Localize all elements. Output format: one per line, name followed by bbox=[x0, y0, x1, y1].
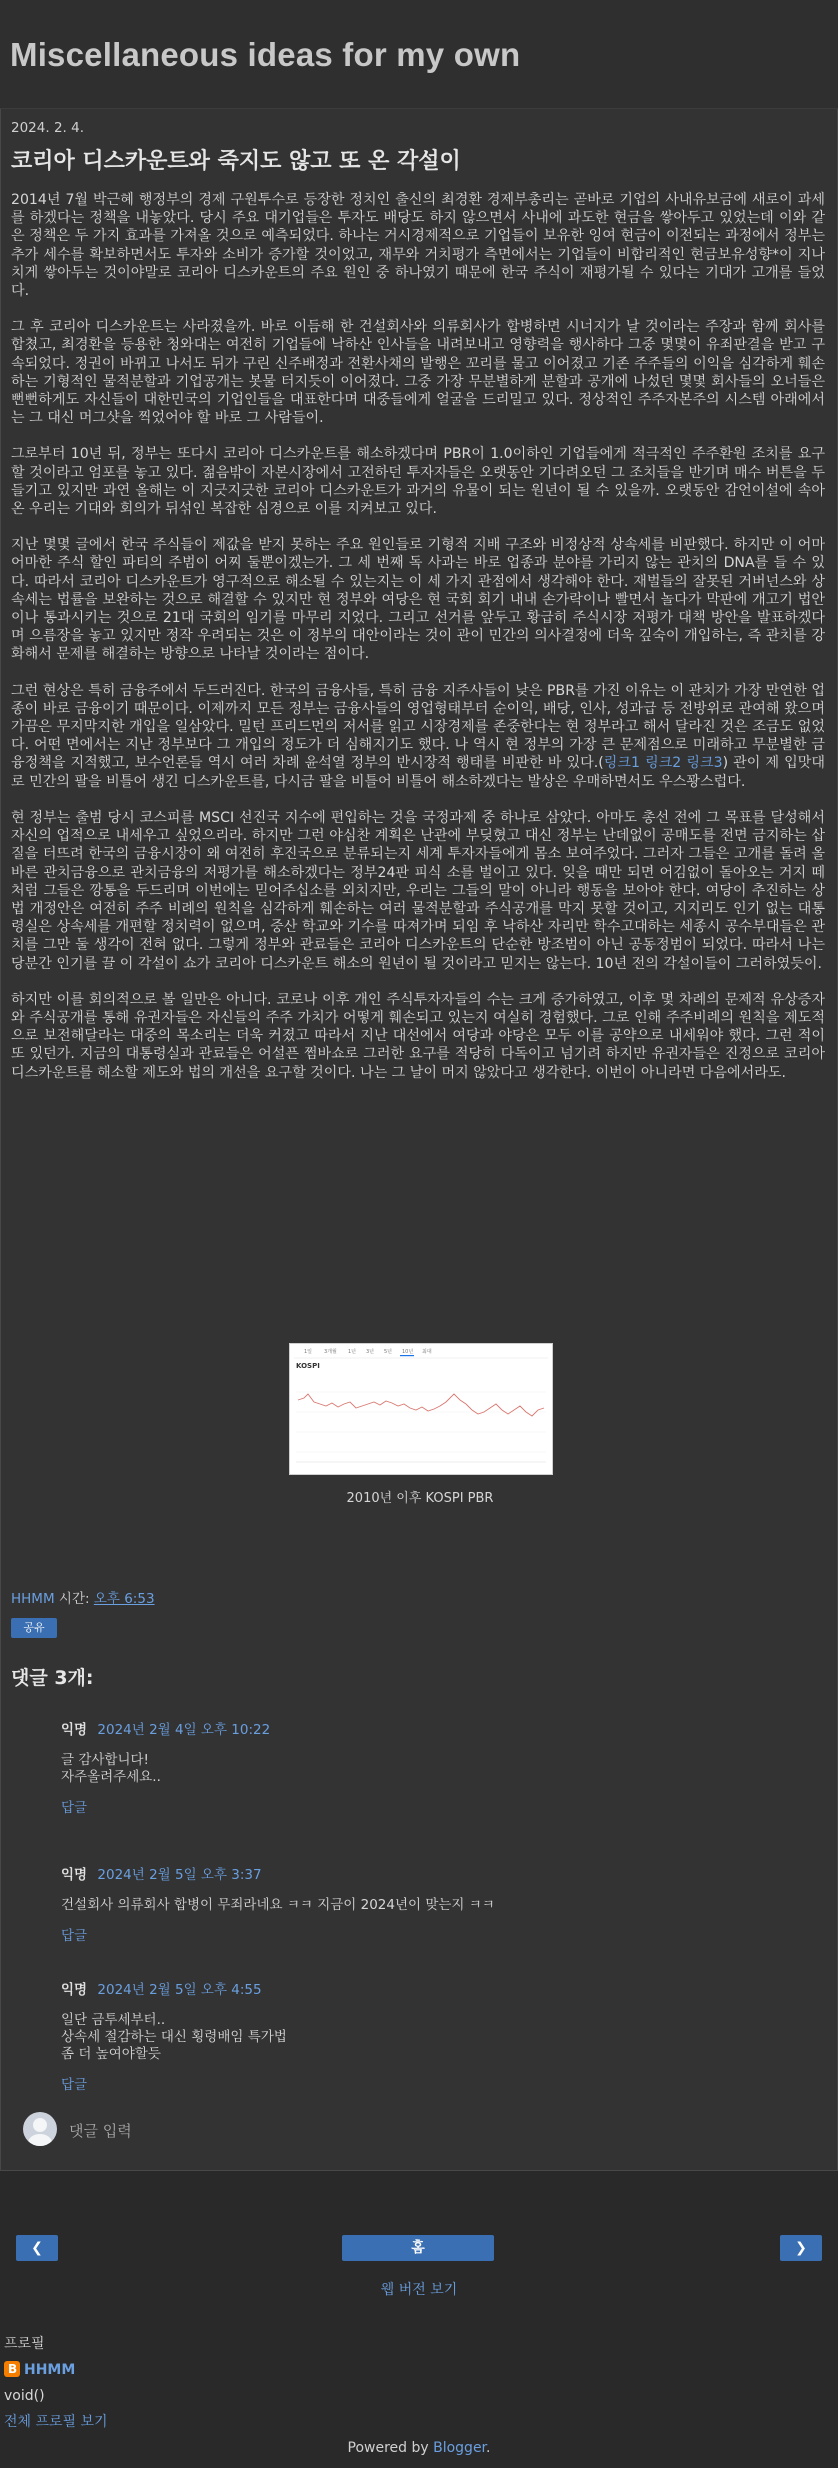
profile-name-row bbox=[4, 2357, 108, 2383]
post-time-link[interactable]: 오후 6:53 bbox=[93, 1591, 155, 1607]
blogger-icon bbox=[4, 2361, 20, 2377]
figure-tab: 3개월 bbox=[324, 1349, 337, 1355]
figure-tab: 최대 bbox=[422, 1349, 432, 1355]
figure-tab: 5년 bbox=[384, 1349, 393, 1355]
reply-link[interactable]: 답글 bbox=[61, 1800, 88, 1816]
comment-time[interactable]: 2024년 2월 4일 오후 10:22 bbox=[97, 1722, 271, 1738]
reply-link[interactable]: 답글 bbox=[61, 2077, 88, 2093]
link-1[interactable]: 링크1 bbox=[603, 755, 640, 772]
post-meta bbox=[11, 1587, 155, 1607]
comment-placeholder: 댓글 입력 bbox=[69, 2122, 132, 2140]
profile-bio: void() bbox=[4, 2388, 45, 2404]
powered-suffix: . bbox=[486, 2440, 491, 2456]
kospi-chart-thumbnail bbox=[290, 1344, 552, 1474]
post-paragraph: 지난 몇몇 글에서 한국 주식들이 제값을 받지 못하는 주요 원인들로 기형적 지배 구조와 비정상적 상속세를 비판했다. 하지만 이 어마어마한 주식 할인 파티의 주범이 어찌 둘뿐이겠는가. 그 세 번째 독 사과는 바로 업종과 분야를 가리지 않는 관치의 DNA를 들 수 있다. 따라서 코리아 디스카운트가 영구적으로 해소될 수 있는지는 이 세 가지 관점에서 생각해야 한다. 재벌들의 잘못된 거버넌스와 상속세는 법률을 보완하는 것으로 해결할 수 있지만 현 정부와 여당은 현 국회 회기 내내 손가락이나 빨면서 놀다가 막판에 개고기 법안이나 통과시키는 것으로 21대 국회의 임기를 마무리 지었다. 그리고 선거를 앞두고 황급히 주식시장 저평가 대책 방안을 발표하겠다며 으름장을 놓고 있지만 정작 우려되는 것은 이 정부의 대안이라는 것이 관이 민간의 의사결정에 더욱 깊숙이 개입하는, 즉 관치를 강화해서 문제를 해결하는 방향으로 나타날 것이라는 점이다. bbox=[11, 537, 825, 663]
post-paragraph: 현 정부는 출범 당시 코스피를 MSCI 선진국 지수에 편입하는 것을 국정과제 중 하나로 삼았다. 아마도 총선 전에 그 목표를 달성해서 자신의 업적으로 내세우고 싶었으리라. 하지만 그런 야심찬 계획은 난관에 부딪혔고 대신 정부는 난데없이 공매도를 전면 금지하는 삽질을 터뜨려 한국의 금융시장이 왜 여전히 후진국으로 분류되는지 세계 투자자들에게 몸소 보여주었다. 그러자 그들은 고개를 돌려 올바른 관치금융으로 관치금융의 저평가를 해소하겠다는 정부24판 피식 소를 벌이고 있다. 잊을 때만 되면 어김없이 돌아오는 거지 떼처럼 그들은 깡통을 두드리며 이번에는 믿어주십소를 외치지만, 우리는 그들의 말이 아니라 행동을 보아야 한다. 여당이 추진하는 상법 개정안은 여전히 주주 비례의 원칙을 심각하게 훼손하는 여러 물적분할과 주식공개를 막지 못할 것이고, 지지리도 인기 없는 대통령실은 상속세를 개편할 정치력이 없으며, 중산 학교와 기수를 따져가며 되임 후 낙하산 자리만 학수고대하는 세종시 공수부대들은 관치를 그만 둘 생각이 전혀 없다. 그렇게 정부와 관료들은 코리아 디스카운트의 단순한 방조범이 아닌 공동정범이 되었다. 따라서 나는 당분간 인기를 끌 이 각설이 쇼가 코리아 디스카운트 해소의 원년이 될 것이라고 믿지는 않는다. 10년 전의 각설이들이 그러하였듯이. bbox=[11, 809, 825, 972]
link-3[interactable]: 링크3 bbox=[686, 755, 723, 772]
profile-section bbox=[4, 2331, 108, 2435]
post-paragraph: 2014년 7월 박근혜 행정부의 경제 구원투수로 등장한 정치인 출신의 최경환 경제부총리는 곧바로 기업의 사내유보금에 새로이 과세를 하겠다는 정책을 내놓았다. 당시 주요 대기업들은 투자도 배당도 하지 않으면서 사내에 과도한 현금을 쌓아두고 있었는데 이와 같은 정책은 두 가지 효과를 가져올 것으로 예측되었다. 하나는 거시경제적으로 기업들이 보유한 잉여 현금이 이전되는 과정에서 정부는 추가 세수를 확보하면서도 투자와 소비가 증가할 것이었고, 재무와 거치평가 측면에서는 기업들이 비합리적인 현금보유성향*이 지나치게 쌓아두는 것이야말로 코리아 디스카운트의 주요 원인 중 하나였기 때문에 한국 주식이 재평가될 수 있다는 기대가 고개를 들었다. bbox=[11, 192, 825, 300]
view-full-profile-link[interactable]: 전체 프로필 보기 bbox=[4, 2414, 108, 2430]
post-container bbox=[0, 109, 838, 2171]
powered-by bbox=[0, 2440, 838, 2456]
powered-prefix: Powered by bbox=[347, 2440, 429, 2456]
post-date: 2024. 2. 4. bbox=[11, 120, 84, 136]
figure-label: KOSPI bbox=[296, 1362, 320, 1370]
link-2[interactable]: 링크2 bbox=[645, 755, 682, 772]
paragraph-text: ) 관이 제 입맛대로 민간의 팔을 비틀어 생긴 디스카운트를, 다시금 팔을 비틀어 비틀어 해소하겠다는 발상은 우매하면서도 우스꽝스럽다. bbox=[11, 755, 826, 790]
post-paragraph: 그 후 코리아 디스카운트는 사라졌을까. 바로 이듬해 한 건설회사와 의류회사가 합병하면 시너지가 날 것이라는 주장과 함께 회사를 합쳤고, 최경환을 등용한 청와대는 여전히 기업들에 낙하산 인사들을 내려보내고 영향력을 행사하다 그중 몇몇이 유죄판결을 받고 구속되었다. 정권이 바뀌고 나서도 뒤가 구린 신주배정과 전환사채의 발행은 꼬리를 물고 이어졌고 기존 주주들의 이익을 심각하게 훼손하는 기형적인 물적분할과 기업공개는 봇물 터지듯이 이어졌다. 그중 가장 무분별하게 분할과 공개에 나섰던 몇몇 회사들의 오너들은 뻔뻔하게도 자신들이 대한민국의 기업인들을 대표한다며 대중들에게 얼굴을 드리밀고 있다. 정상적인 주주자본주의 시스템 아래에서는 그 대신 머그샷을 찍었어야 할 바로 그 사람들이. bbox=[11, 319, 825, 427]
figure-tab: 1년 bbox=[348, 1349, 357, 1355]
avatar-icon bbox=[23, 2112, 57, 2146]
comment-text: 글 감사합니다! 자주올려주세요.. bbox=[61, 1752, 161, 1785]
profile-name[interactable]: HHMM bbox=[24, 2362, 76, 2378]
figure-caption: 2010년 이후 KOSPI PBR bbox=[346, 1491, 494, 1506]
prev-post-button[interactable]: ❮ bbox=[16, 2235, 58, 2261]
comments-heading: 댓글 3개: bbox=[11, 1667, 94, 1689]
post-paragraph: 하지만 이를 회의적으로 볼 일만은 아니다. 코로나 이후 개인 주식투자자들의 수는 크게 증가하였고, 이후 몇 차례의 문제적 유상증자와 주식공개를 통해 유권자들은 자신들의 주주 가치가 어떻게 훼손되고 있는지 여실히 경험했다. 그로 인해 주주비례의 원칙을 제도적으로 보전해달라는 대중의 목소리는 더욱 커졌고 따라서 지난 대선에서 여당과 야당은 모두 이를 공약으로 내세워야 했다. 그런 적이 또 있던가. 지금의 대통령실과 관료들은 어설픈 쩜바쇼로 그러한 요구를 적당히 다독이고 넘기려 하지만 유권자들은 진정으로 코리아 디스카운트를 해소할 제도와 법의 개선을 요구할 것이다. 나는 그 날이 머지 않았다고 생각한다. 이번이 아니라면 다음에서라도. bbox=[11, 991, 825, 1081]
comment bbox=[61, 1718, 761, 1816]
comment-input[interactable] bbox=[23, 2112, 723, 2148]
post-paragraph: 그로부터 10년 뒤, 정부는 또다시 코리아 디스카운트를 해소하겠다며 PBR이 1.0이하인 기업들에게 적극적인 주주환원 조치를 요구할 것이라고 엄포를 놓고 있다. 젊음밖이 자본시장에서 고전하던 투자자들은 오랫동안 기다려오던 그 조치들을 반기며 매수 버튼을 두들기고 있지만 과연 올해는 이 지긋지긋한 코리아 디스카운트가 과거의 유물이 되는 원년이 될 수 있을까. 오랫동안 감언이설에 속아 온 우리는 기대와 회의가 뒤섞인 복잡한 심경으로 이를 지켜보고 있다. bbox=[11, 446, 825, 518]
time-label: 시간: bbox=[58, 1591, 90, 1607]
blogger-link[interactable]: Blogger bbox=[433, 2440, 487, 2456]
home-button[interactable]: 홈 bbox=[342, 2235, 494, 2261]
blog-header bbox=[0, 0, 838, 109]
post-body bbox=[11, 191, 825, 1100]
post-paragraph bbox=[11, 682, 825, 791]
next-post-button[interactable]: ❯ bbox=[780, 2235, 822, 2261]
post-author[interactable]: HHMM bbox=[11, 1591, 55, 1607]
figure-tab: 1일 bbox=[304, 1349, 313, 1355]
comment bbox=[61, 1863, 761, 1944]
post-title[interactable]: 코리아 디스카운트와 죽지도 않고 또 온 각설이 bbox=[11, 149, 461, 174]
comment-text: 일단 금투세부터.. 상속세 절감하는 대신 횡령배임 특가법 좀 더 높여야할듯 bbox=[61, 2012, 287, 2062]
comment-time[interactable]: 2024년 2월 5일 오후 4:55 bbox=[97, 1982, 262, 1998]
comment-time[interactable]: 2024년 2월 5일 오후 3:37 bbox=[97, 1867, 262, 1883]
figure-tab: 10년 bbox=[402, 1349, 414, 1355]
reply-link[interactable]: 답글 bbox=[61, 1928, 88, 1944]
figure-tab: 3년 bbox=[366, 1349, 375, 1355]
comment bbox=[61, 1978, 761, 2093]
comment-text: 건설회사 의류회사 합병이 무죄라네요 ㅋㅋ 지금이 2024년이 맞는지 ㅋㅋ bbox=[61, 1897, 495, 1913]
profile-heading: 프로필 bbox=[4, 2336, 45, 2352]
comment-author: 익명 bbox=[61, 1722, 88, 1738]
share-button[interactable]: 공유 bbox=[11, 1618, 57, 1638]
comment-author: 익명 bbox=[61, 1982, 88, 1998]
paragraph-text: 그런 현상은 특히 금융주에서 두드러진다. 한국의 금융사들, 특히 금융 지주사들이 낮은 PBR를 가진 이유는 이 관치가 가장 만연한 업종이 바로 금융이기 때문이다. 이제까지 모든 정부는 금융사들의 영업형태부터 순이익, 배당, 인사, 성과급 등 전방위로 관여해 왔으며 가끔은 무지막지한 개입을 일삼았다. 밀턴 프리드먼의 저서를 읽고 시장경제를 존중한다는 현 정부라고 해서 달라진 것은 조금도 없었다. 어떤 면에서는 지난 정부보다 그 개입의 정도가 더 심해지기도 했다. 나 역시 현 정부의 가장 큰 문제점으로 미래하고 무분별한 금융정책을 지적했고, 보수언론들 역시 여러 차례 윤석열 정부의 반시장적 행태를 비판한 바 있다.( bbox=[11, 682, 825, 772]
kospi-pbr-image[interactable] bbox=[289, 1343, 553, 1475]
blog-title[interactable]: Miscellaneous ideas for my own bbox=[10, 36, 521, 73]
web-version-link[interactable]: 웹 버전 보기 bbox=[380, 2282, 458, 2298]
comment-author: 익명 bbox=[61, 1867, 88, 1883]
